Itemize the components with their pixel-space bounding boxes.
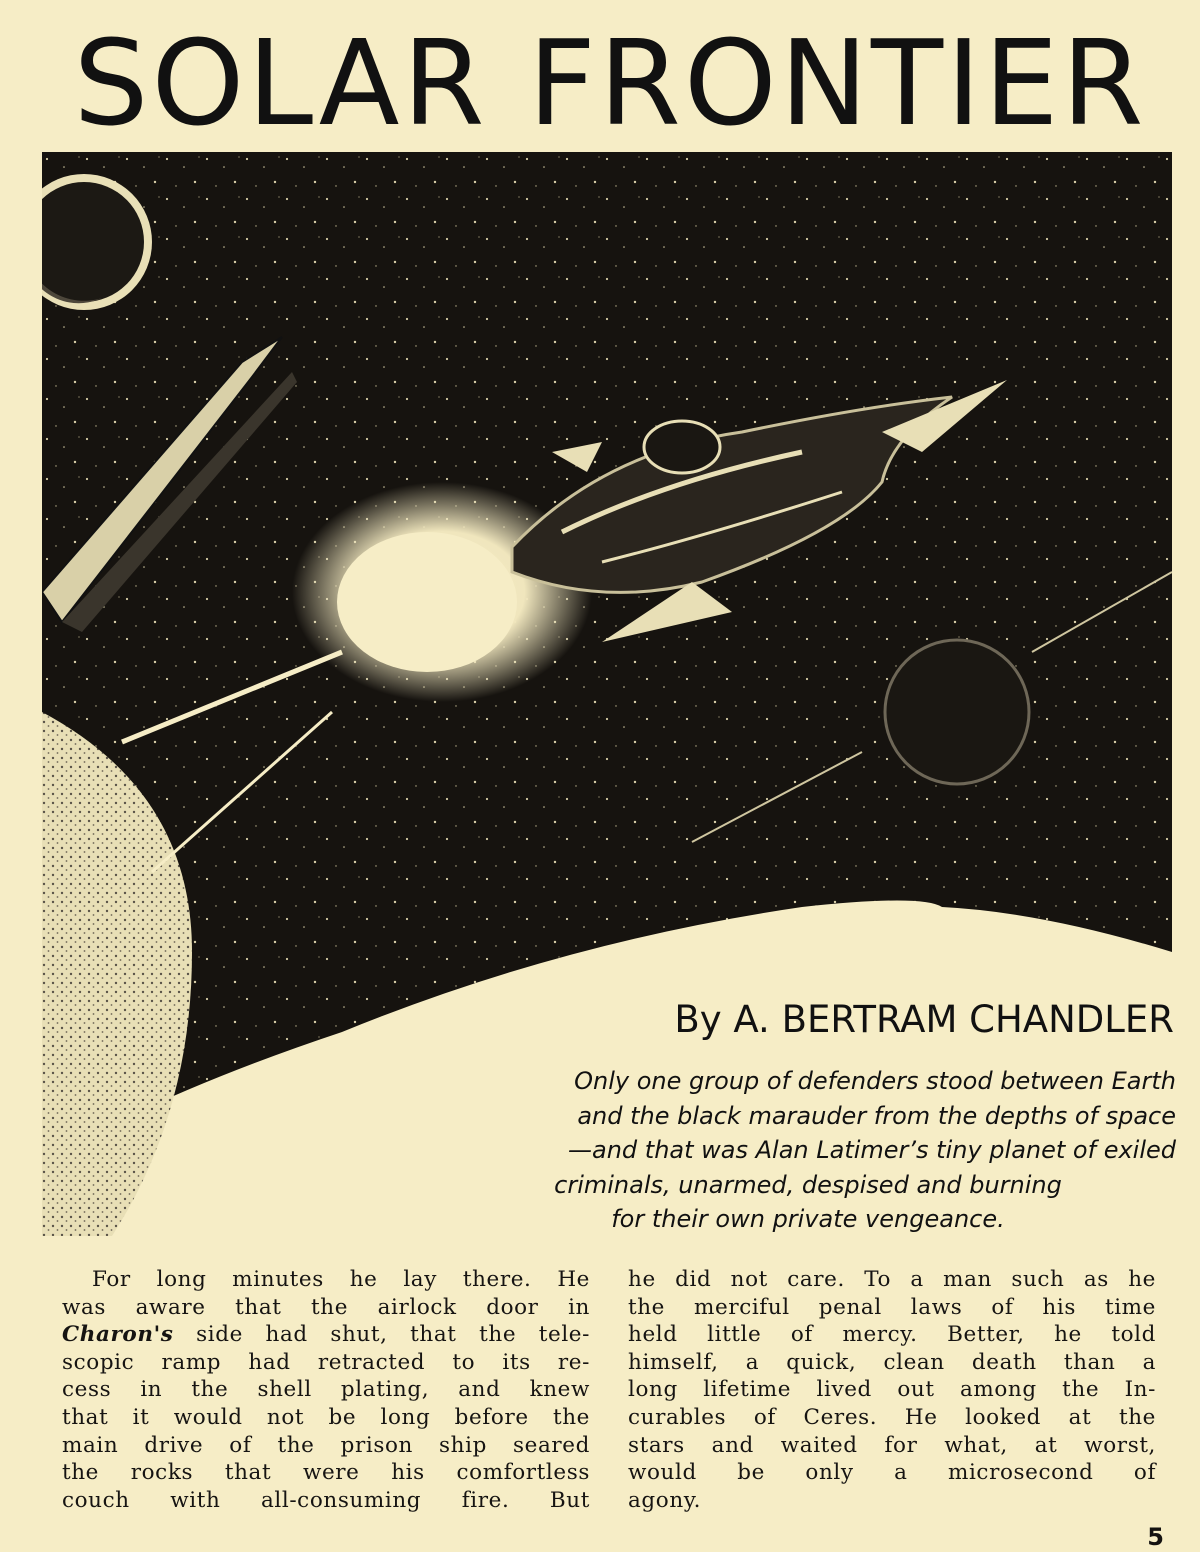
body-line: held little of mercy. Better, he told [628,1322,1156,1348]
body-column-right [628,1266,1156,1514]
body-line: curables of Ceres. He looked at the [628,1404,1156,1430]
author-byline: By A. BERTRAM CHANDLER [674,998,1174,1041]
body-line: cess in the shell plating, and knew [62,1377,590,1403]
body-line: scopic ramp had retracted to its re- [62,1349,590,1375]
body-line: that it would not be long before the [62,1404,590,1430]
body-line: couch with all-consuming fire. But [62,1487,590,1513]
body-line: main drive of the prison ship seared [62,1432,590,1458]
blurb-line: criminals, unarmed, despised and burning [554,1170,1062,1199]
blurb-line: Only one group of defenders stood between Earth [574,1067,1176,1095]
body-line: stars and waited for what, at worst, [628,1432,1156,1458]
body-column-left [62,1266,590,1514]
body-line: himself, a quick, clean death than a [628,1349,1156,1375]
story-title: SOLAR FRONTIER [73,14,1147,152]
story-blurb [400,1064,1176,1237]
blurb-line: for their own private vengeance. [611,1205,1005,1233]
ship-name: Charon's [62,1322,174,1348]
body-line: he did not care. To a man such as he [628,1267,1156,1292]
page-number: 5 [1147,1523,1164,1551]
body-line: For long minutes he lay there. He [92,1267,590,1292]
body-line: the rocks that were his comfortless [62,1460,590,1486]
body-line: was aware that the airlock door in [62,1294,590,1320]
body-line [62,1321,590,1349]
blurb-line: —and that was Alan Latimer’s tiny planet of exiled [568,1136,1176,1164]
blurb-line: and the black marauder from the depths of space [577,1101,1176,1130]
body-line: long lifetime lived out among the In- [628,1377,1156,1403]
body-line: would be only a microsecond of [628,1460,1156,1486]
body-line: the merciful penal laws of his time [628,1294,1156,1320]
body-line-text: side had shut, that the tele- [196,1322,590,1348]
body-line: agony. [628,1487,702,1513]
